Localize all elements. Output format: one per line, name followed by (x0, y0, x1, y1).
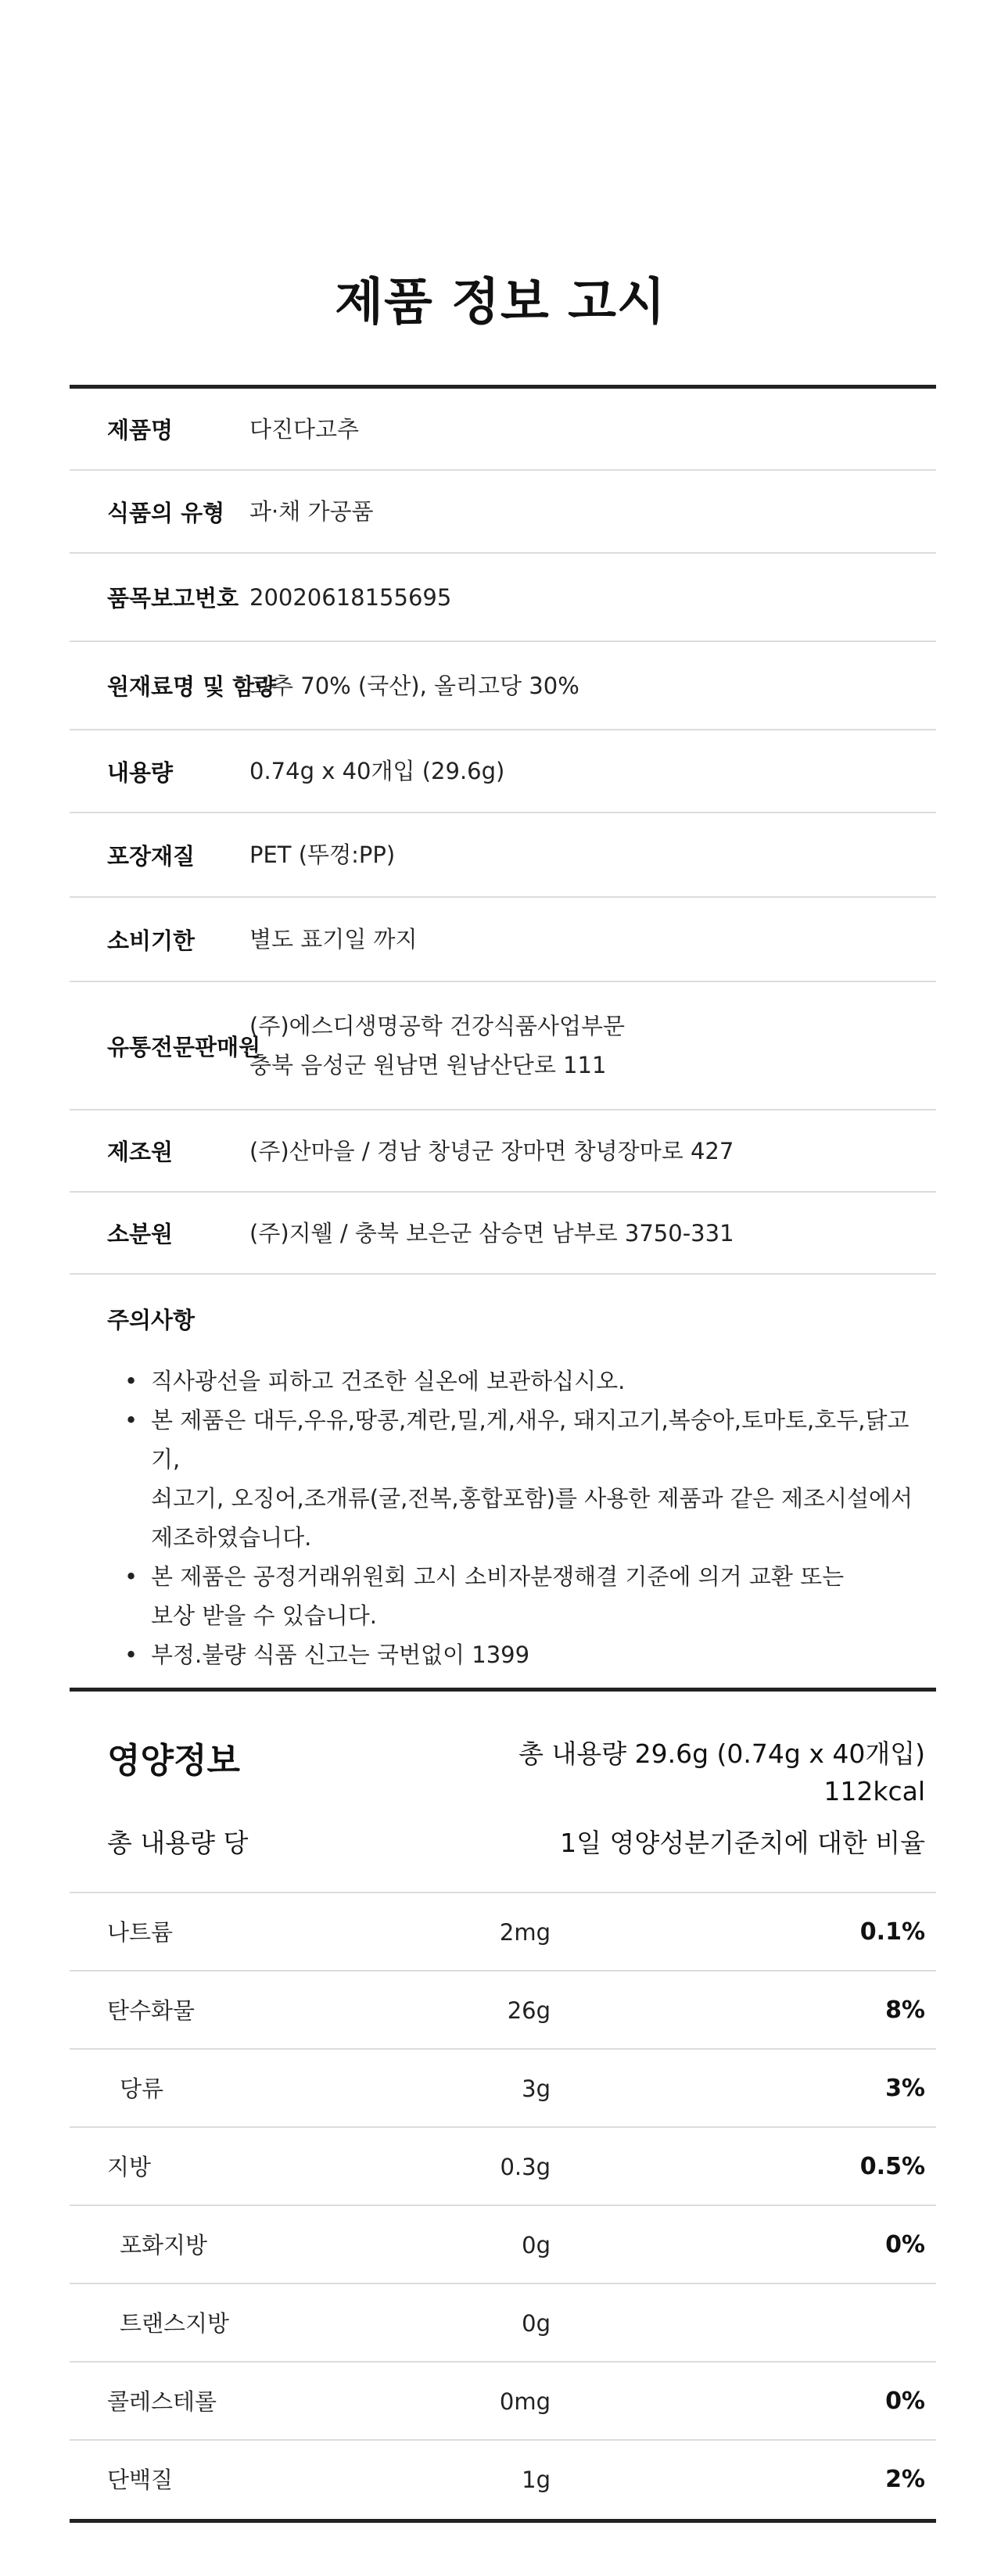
daily-value-ratio-label: 1일 영양성분기준치에 대한 비율 (560, 1828, 925, 1858)
info-value (249, 410, 936, 449)
nutrient-name: 단백질 (107, 2467, 174, 2493)
nutrition-header (70, 1692, 936, 1893)
info-value-line: 별도 표기일 까지 (249, 926, 418, 953)
nutrition-row (70, 1971, 936, 2050)
info-row (70, 389, 936, 471)
nutrient-amount: 3g (522, 2076, 551, 2102)
caution-text: 쇠고기, 오징어,조개류(굴,전복,홍합포함)를 사용한 제품과 같은 제조시설에서 (151, 1485, 913, 1512)
info-value (249, 752, 936, 791)
info-value-line: (주)지웰 / 충북 보은군 삼승면 남부로 3750-331 (249, 1219, 734, 1247)
info-value (249, 578, 936, 617)
bullet-icon: • (124, 1563, 138, 1590)
info-value (249, 492, 936, 531)
product-info-table (70, 385, 936, 1275)
caution-text: 직사광선을 피하고 건조한 실온에 보관하십시오. (151, 1368, 626, 1394)
bullet-icon: • (124, 1641, 138, 1668)
nutrient-name: 나트륨 (107, 1919, 174, 1946)
nutrient-amount: 0mg (499, 2388, 551, 2415)
nutrient-amount: 26g (507, 1997, 551, 2024)
nutrient-amount: 1g (522, 2467, 551, 2493)
caution-text: 제조하였습니다. (151, 1524, 312, 1551)
nutrient-daily-percent: 0.5% (859, 2153, 925, 2180)
info-value (249, 1132, 936, 1171)
nutrition-row (70, 2363, 936, 2441)
nutrient-amount: 2mg (499, 1919, 551, 1946)
info-row (70, 554, 936, 642)
info-value (249, 666, 936, 705)
caution-text: 보상 받을 수 있습니다. (151, 1602, 377, 1629)
nutrition-row (70, 2284, 936, 2363)
nutrient-name: 당류 (120, 2076, 164, 2102)
nutrition-title: 영양정보 (107, 1741, 241, 1781)
caution-item (124, 1635, 936, 1674)
nutrient-amount: 0.3g (500, 2154, 551, 2180)
nutrient-name: 콜레스테롤 (107, 2388, 217, 2415)
nutrition-basis: 총 내용량 당 (107, 1828, 249, 1858)
info-label: 포장재질 (107, 842, 196, 870)
info-label: 제품명 (107, 417, 174, 443)
nutrition-rows (70, 1893, 936, 2519)
nutrient-name: 포화지방 (120, 2232, 208, 2258)
caution-item (124, 1401, 936, 1557)
info-value-line: 고추 70% (국산), 올리고당 30% (249, 672, 579, 699)
nutrient-daily-percent: 8% (885, 1997, 925, 2024)
info-value-line: PET (뚜껑:PP) (249, 841, 396, 868)
info-row (70, 471, 936, 554)
nutrient-name: 탄수화물 (107, 1997, 196, 2024)
info-value-line: 다진다고추 (249, 415, 360, 443)
nutrition-row (70, 2206, 936, 2284)
nutrient-daily-percent: 0% (885, 2231, 925, 2258)
info-label: 유통전문판매원 (107, 1033, 261, 1060)
info-value-line: (주)산마을 / 경남 창녕군 장마면 창녕장마로 427 (249, 1137, 734, 1164)
caution-text: 본 제품은 대두,우유,땅콩,계란,밀,게,새우, 돼지고기,복숭아,토마토,호두,닭고기, (151, 1407, 910, 1473)
nutrient-daily-percent: 3% (885, 2075, 925, 2102)
bullet-icon: • (124, 1368, 138, 1394)
caution-list (70, 1362, 936, 1674)
nutrition-row (70, 2128, 936, 2206)
caution-section (70, 1303, 936, 1674)
nutrient-name: 트랜스지방 (120, 2310, 230, 2337)
total-calories: 112kcal (823, 1776, 925, 1806)
info-row (70, 1193, 936, 1275)
nutrient-daily-percent: 0% (885, 2388, 925, 2415)
info-label: 제조원 (107, 1139, 174, 1165)
info-value-line: (주)에스디생명공학 건강식품사업부문 (249, 1013, 626, 1039)
caution-item (124, 1362, 936, 1401)
caution-title: 주의사항 (107, 1307, 196, 1333)
nutrient-amount: 0g (522, 2232, 551, 2258)
info-value-line: 20020618155695 (249, 583, 452, 611)
info-label: 소비기한 (107, 927, 196, 954)
caution-item (124, 1557, 936, 1635)
info-value (249, 835, 936, 874)
info-row (70, 642, 936, 730)
nutrition-row (70, 1893, 936, 1971)
nutrition-row (70, 2050, 936, 2128)
info-value (249, 1214, 936, 1253)
info-value (249, 1006, 936, 1085)
info-label: 소분원 (107, 1221, 174, 1247)
info-value-line: 충북 음성군 원남면 원남산단로 111 (249, 1052, 607, 1078)
info-label: 원재료명 및 함량 (107, 673, 277, 700)
info-value-line: 과·채 가공품 (249, 498, 374, 525)
caution-text: 부정.불량 식품 신고는 국번없이 1399 (151, 1641, 530, 1668)
nutrition-row (70, 2441, 936, 2519)
nutrition-facts (70, 1688, 936, 2523)
nutrient-daily-percent: 0.1% (859, 1918, 925, 1946)
info-row (70, 730, 936, 813)
nutrient-daily-percent: 2% (885, 2466, 925, 2493)
nutrient-name: 지방 (107, 2154, 152, 2180)
info-label: 내용량 (107, 759, 174, 786)
page-title: 제품 정보 고시 (335, 274, 666, 332)
info-value (249, 920, 936, 959)
info-label: 품목보고번호 (107, 585, 239, 612)
info-row (70, 813, 936, 898)
bullet-icon: • (124, 1407, 138, 1433)
info-row (70, 898, 936, 982)
info-value-line: 0.74g x 40개입 (29.6g) (249, 758, 505, 784)
info-row (70, 982, 936, 1110)
nutrition-total-content (518, 1735, 925, 1810)
info-label: 식품의 유형 (107, 499, 225, 526)
total-amount: 총 내용량 29.6g (0.74g x 40개입) (518, 1738, 925, 1769)
caution-text: 본 제품은 공정거래위원회 고시 소비자분쟁해결 기준에 의거 교환 또는 (151, 1563, 845, 1590)
info-row (70, 1110, 936, 1193)
nutrient-amount: 0g (522, 2310, 551, 2337)
